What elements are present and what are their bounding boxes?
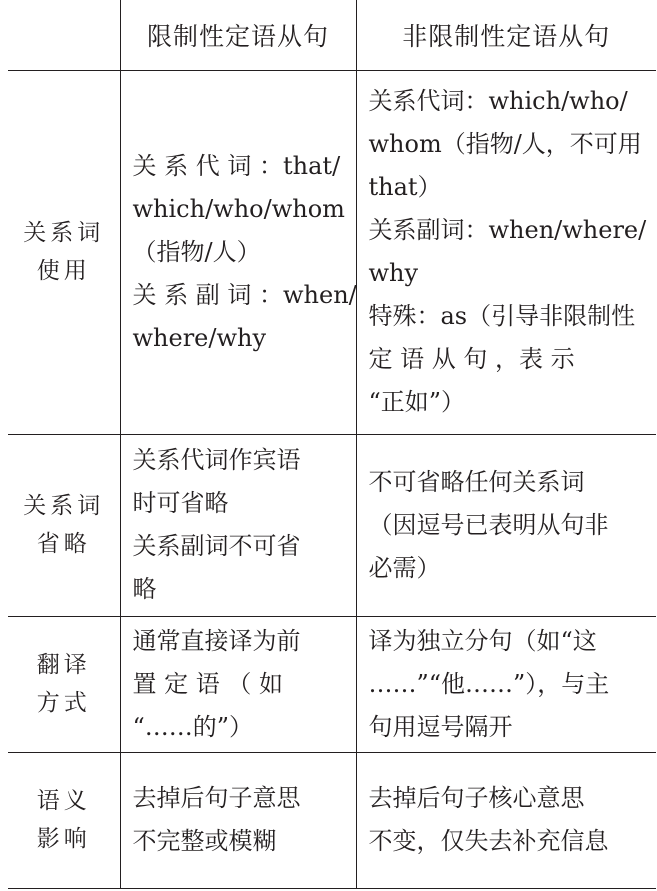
- header-corner: [8, 0, 120, 70]
- row-label: 语义 影响: [8, 752, 120, 888]
- nonrestrictive-cell: 去掉后句子核心意思 不变，仅失去补充信息: [356, 752, 656, 888]
- restrictive-cell: 通常直接译为前 置 定 语 （ 如 “……的”）: [120, 616, 356, 752]
- header-nonrestrictive: 非限制性定语从句: [356, 0, 656, 70]
- table-row: [8, 434, 656, 616]
- row-label: 关系词 使用: [8, 70, 120, 434]
- comparison-table: [8, 0, 656, 889]
- row-label: 关系词 省略: [8, 434, 120, 616]
- restrictive-cell: 关 系 代 词 ：that/ which/who/whom （指物/人） 关 系 副 词 ：when/ where/why: [120, 70, 356, 434]
- nonrestrictive-cell: 关系代词：which/who/ whom（指物/人，不可用 that） 关系副词：when/where/ why 特殊：as（引导非限制性 定 语 从 句 ，表 示 “正如”）: [356, 70, 656, 434]
- nonrestrictive-cell: 译为独立分句（如“这 ……”“他……”），与主 句用逗号隔开: [356, 616, 656, 752]
- table-row: [8, 70, 656, 434]
- nonrestrictive-cell: 不可省略任何关系词 （因逗号已表明从句非 必需）: [356, 434, 656, 616]
- restrictive-cell: 去掉后句子意思 不完整或模糊: [120, 752, 356, 888]
- header-row: [8, 0, 656, 70]
- table-row: [8, 752, 656, 888]
- table-row: [8, 616, 656, 752]
- row-label: 翻译 方式: [8, 616, 120, 752]
- restrictive-cell: 关系代词作宾语 时可省略 关系副词不可省 略: [120, 434, 356, 616]
- header-restrictive: 限制性定语从句: [120, 0, 356, 70]
